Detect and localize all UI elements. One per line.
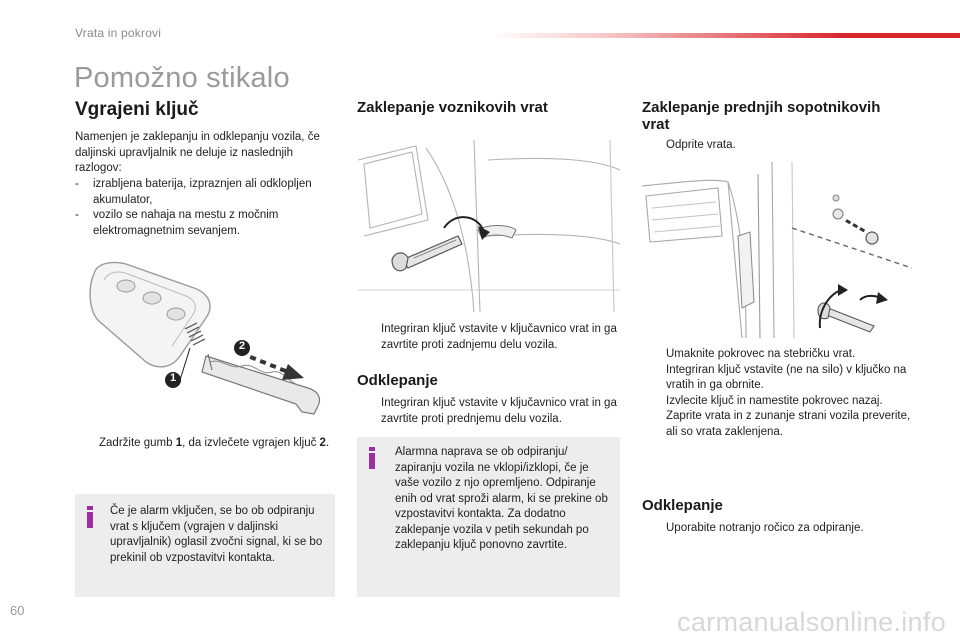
list-item [642,363,912,394]
list-item [75,177,340,208]
step-text-pre: Zadržite gumb [99,437,176,449]
passenger-lock-steps [642,347,912,440]
alarm-note-box [357,437,620,597]
passenger-door-illustration [642,162,912,340]
step-text-mid: , da izvlečete vgrajen ključ [182,437,320,449]
list-item [75,208,340,239]
heading-passenger-door-lock: Zaklepanje prednjih sopotnikovih vrat [642,99,881,133]
list-item-text: vozilo se nahaja na mestu z močnim elektromagnetnim sevanjem. [93,209,279,237]
step-text-post: . [325,437,330,449]
list-item-text: Uporabite notranjo ročico za odpiranje. [666,522,864,534]
driver-door-illustration [358,140,620,312]
list-item-text: Umaknite pokrovec na stebričku vrat. [666,348,856,360]
list-item [642,394,912,410]
heading-driver-unlock: Odklepanje [357,372,438,389]
list-item-text: Integriran ključ vstavite (ne na silo) v ključko na vratih in ga obrnite. [666,363,907,391]
key-release-step [75,436,337,452]
section-header: Vrata in pokrovi [75,26,162,40]
open-door-step [642,138,912,154]
watermark: carmanualsonline.info [677,607,946,637]
list-item-text: Izvlecite ključ in namestite pokrovec nazaj. [666,394,883,407]
page-title: Pomožno stikalo [74,62,290,94]
reasons-list [75,177,340,239]
list-item [357,322,622,353]
button-ref: 1 [175,437,183,449]
intro-paragraph: Namenjen je zaklepanju in odklepanju vozila, če daljinski upravljalnik ne deluje iz naslednjih razlogov: [75,131,320,174]
list-item-text: Zaprite vrata in z zunanje strani vozila preverite, ali so vrata zaklenjena. [666,410,911,438]
heading-passenger-unlock: Odklepanje [642,497,723,514]
list-item [642,521,912,537]
dash-marker: - [75,178,79,190]
info-icon [365,447,379,469]
header-accent-rule [490,33,960,38]
list-item-text: Integriran ključ vstavite v ključavnico vrat in ga zavrtite proti prednjemu delu vozila. [381,397,617,425]
list-item [357,396,622,427]
info-text: Če je alarm vključen, se bo ob odpiranju vrat s ključem (vgrajen v daljinski upravljalnik) oglasil zvočni signal, ki se bo prekinil ob vzpostavitvi kontakta. [110,505,323,564]
callout-label-2: 2 [238,340,246,352]
alarm-info-box [75,494,335,597]
remote-key-drawing [82,252,337,432]
passenger-door-drawing [642,162,912,340]
dash-marker: - [75,209,79,221]
list-item-text: Odprite vrata. [666,139,736,151]
page-number: 60 [10,603,25,618]
heading-built-in-key: Vgrajeni ključ [75,99,199,120]
list-item-text: izrabljena baterija, izpraznjen ali odklopljen akumulator, [93,178,312,206]
driver-door-drawing [358,140,620,312]
list-item [75,436,337,452]
list-item [642,409,912,440]
driver-lock-step [357,322,622,353]
passenger-unlock-step [642,521,912,537]
info-text: Alarmna naprava se ob odpiranju/ zapiranju vozila ne vklopi/izklopi, če je vaše vozilo z njo opremljeno. Odpiranje enih od vrat sproži alarm, ki se prekine ob vzpostavitvi kontakta. Za dodatno zaklepanje vozila v petih sekundah po zaklepanju ključ ponovno zavrtite. [395,446,608,551]
list-item [642,138,912,154]
driver-unlock-step [357,396,622,427]
key-ref: 2 [319,437,326,449]
info-icon [83,506,97,528]
remote-key-illustration [82,252,337,432]
heading-driver-door-lock: Zaklepanje voznikovih vrat [357,99,548,116]
list-item-text: Integriran ključ vstavite v ključavnico vrat in ga zavrtite proti zadnjemu delu vozila. [381,323,617,351]
callout-label-1: 1 [169,372,177,384]
list-item [642,347,912,363]
